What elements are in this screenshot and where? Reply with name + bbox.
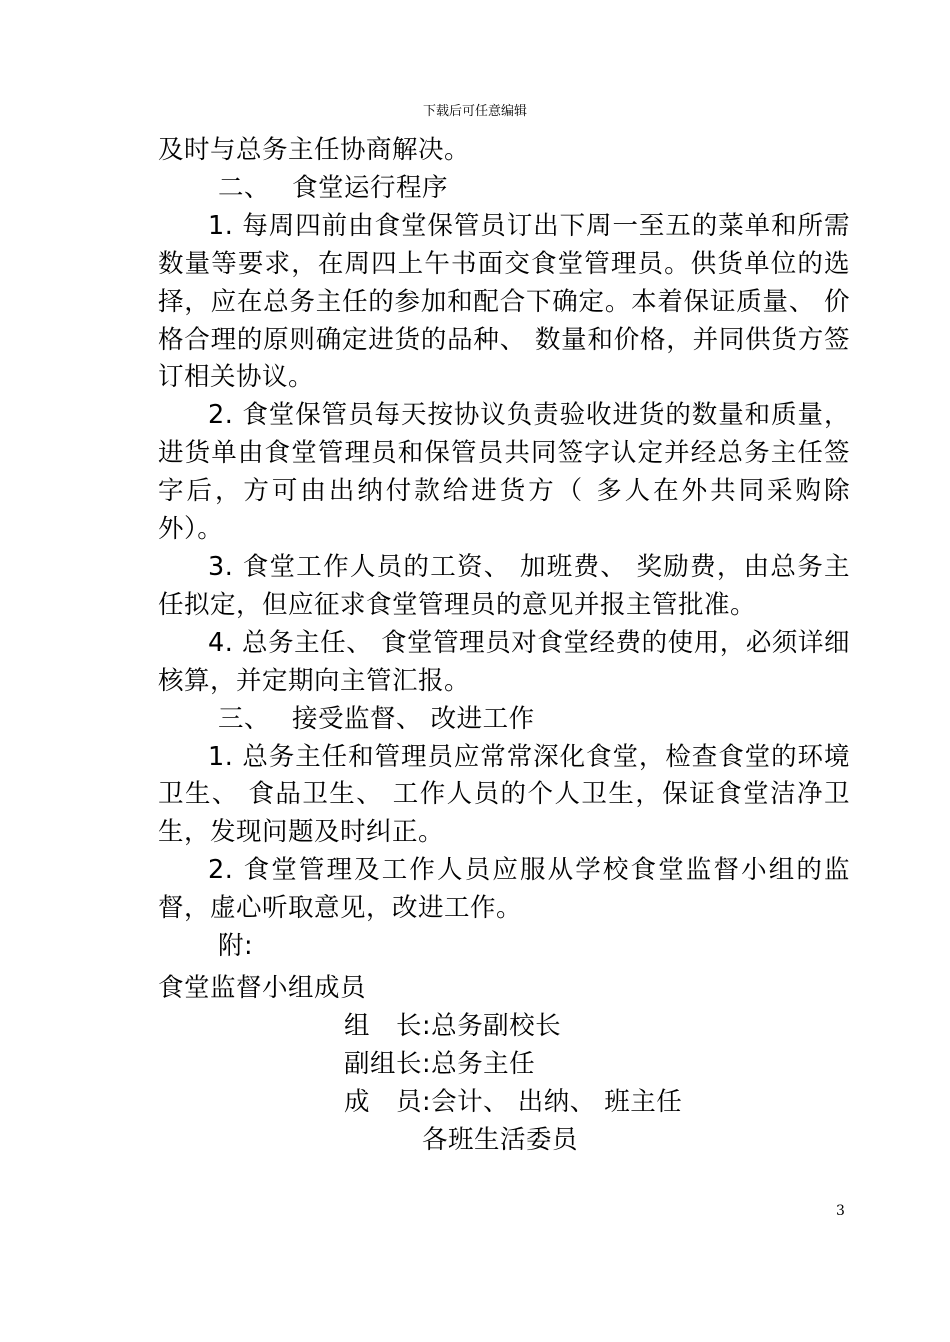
member-value: 总务主任 <box>431 1048 536 1079</box>
member-row-members <box>158 1084 850 1122</box>
paragraph: 2. 食堂管理及工作人员应服从学校食堂监督小组的监督，虚心听取意见，改进工作。 <box>158 855 850 924</box>
section-title: 接受监督、 改进工作 <box>292 703 535 734</box>
members-list <box>158 970 850 1160</box>
member-value: 总务副校长 <box>431 1010 562 1041</box>
section-number: 三、 <box>218 703 271 734</box>
section-title: 食堂运行程序 <box>292 172 449 203</box>
page-number: 3 <box>836 1203 845 1219</box>
member-value: 会计、 出纳、 班主任 <box>431 1086 683 1117</box>
member-role: 组 长: <box>344 1010 432 1041</box>
document-body <box>158 132 850 1159</box>
annex-label: 附: <box>218 931 254 962</box>
member-row-deputy <box>158 1046 850 1084</box>
opening-line: 及时与总务主任协商解决。 <box>158 135 471 165</box>
members-title: 食堂监督小组成员 <box>158 972 367 1003</box>
header-note: 下载后可任意编辑 <box>422 104 527 119</box>
paragraph: 1. 每周四前由食堂保管员订出下周一至五的菜单和所需数量等要求，在周四上午书面交食堂管理员。供货单位的选择，应在总务主任的参加和配合下确定。本着保证质量、 价格合理的原则确定进货的品种、 数量和价格，并同供货方签订相关协议。 <box>158 210 850 393</box>
member-role: 成 员: <box>344 1086 432 1117</box>
paragraph: 2. 食堂保管员每天按协议负责验收进货的数量和质量，进货单由食堂管理员和保管员共同签字认定并经总务主任签字后，方可由出纳付款给进货方（ 多人在外共同采购除外）。 <box>158 400 850 545</box>
member-row-leader <box>158 1008 850 1046</box>
section-number: 二、 <box>218 172 271 203</box>
paragraph: 3. 食堂工作人员的工资、 加班费、 奖励费，由总务主任拟定，但应征求食堂管理员的意见并报主管批准。 <box>158 551 850 620</box>
section-heading-3 <box>158 701 850 739</box>
paragraph: 4. 总务主任、 食堂管理员对食堂经费的使用，必须详细核算，并定期向主管汇报。 <box>158 627 850 696</box>
section-heading-2 <box>158 170 850 208</box>
paragraph: 1. 总务主任和管理员应常常深化食堂，检查食堂的环境卫生、 食品卫生、 工作人员的个人卫生，保证食堂洁净卫生，发现问题及时纠正。 <box>158 741 850 848</box>
member-extra: 各班生活委员 <box>422 1124 579 1155</box>
member-role: 副组长: <box>344 1048 432 1079</box>
